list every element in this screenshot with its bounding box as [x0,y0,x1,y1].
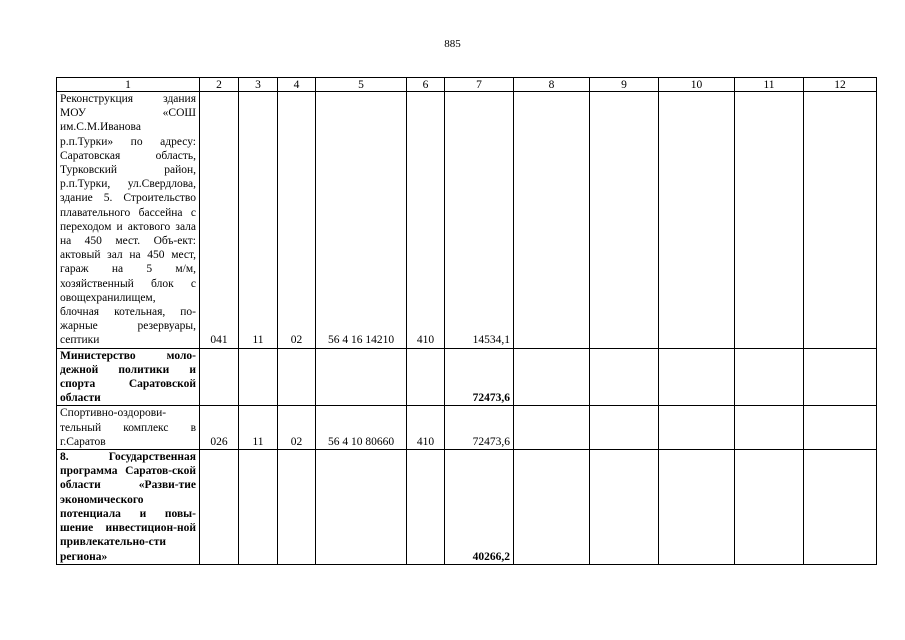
cell-subsection [278,450,316,565]
cell-empty [590,406,659,450]
cell-empty [659,348,735,406]
cell-empty [804,92,877,349]
header-col-2: 2 [200,78,239,92]
cell-target-article [316,450,407,565]
cell-expense-type [407,348,445,406]
header-col-11: 11 [735,78,804,92]
table-row [57,450,877,565]
cell-target-article: 56 4 10 80660 [316,406,407,450]
cell-expense-type: 410 [407,92,445,349]
header-col-3: 3 [239,78,278,92]
cell-empty [514,406,590,450]
cell-ministry-code: 041 [200,92,239,349]
cell-empty [804,406,877,450]
header-col-7: 7 [445,78,514,92]
header-col-4: 4 [278,78,316,92]
row-name: Спортивно-оздорови-тельный комплекс в г.Саратов [57,406,200,450]
cell-amount: 14534,1 [445,92,514,349]
page-number: 885 [444,38,461,50]
cell-ministry-code: 026 [200,406,239,450]
cell-empty [590,348,659,406]
cell-target-article [316,348,407,406]
cell-empty [659,406,735,450]
cell-section [239,348,278,406]
cell-ministry-code [200,450,239,565]
cell-expense-type [407,450,445,565]
cell-empty [735,92,804,349]
header-col-10: 10 [659,78,735,92]
cell-target-article: 56 4 16 14210 [316,92,407,349]
cell-empty [659,92,735,349]
cell-expense-type: 410 [407,406,445,450]
row-name: Министерство моло-дежной политики и спорта Саратовской области [57,348,200,406]
cell-empty [735,348,804,406]
cell-subsection [278,348,316,406]
header-row [57,78,877,92]
cell-amount: 72473,6 [445,406,514,450]
cell-amount: 40266,2 [445,450,514,565]
table-row [57,92,877,349]
cell-empty [804,348,877,406]
cell-empty [514,92,590,349]
cell-empty [590,450,659,565]
cell-empty [735,406,804,450]
cell-empty [804,450,877,565]
cell-empty [514,450,590,565]
cell-section: 11 [239,406,278,450]
cell-section [239,450,278,565]
cell-section: 11 [239,92,278,349]
header-col-6: 6 [407,78,445,92]
row-name: Реконструкция здания МОУ «СОШ им.С.М.Иванова р.п.Турки» по адресу: Саратовская область, Турковский район, р.п.Турки, ул.Свердлова, здание 5. Строительство плавательного бассейна с переходом и актового зала на 450 мест. Объ-ект: актовый зал на 450 мест, гараж на 5 м/м, хозяйственный блок с овощехранилищем, блочная котельная, по-жарные резервуары, септики [57,92,200,349]
cell-empty [659,450,735,565]
cell-subsection: 02 [278,92,316,349]
cell-empty [735,450,804,565]
header-col-5: 5 [316,78,407,92]
row-name: 8. Государственная программа Саратов-ской области «Разви-тие экономического потенциала и повы-шение инвестицион-ной привлекательно-сти региона» [57,450,200,565]
cell-ministry-code [200,348,239,406]
cell-subsection: 02 [278,406,316,450]
table-row [57,406,877,450]
header-col-1: 1 [57,78,200,92]
header-col-9: 9 [590,78,659,92]
cell-empty [514,348,590,406]
cell-empty [590,92,659,349]
header-col-12: 12 [804,78,877,92]
table-row [57,348,877,406]
header-col-8: 8 [514,78,590,92]
cell-amount: 72473,6 [445,348,514,406]
budget-table [56,77,877,565]
